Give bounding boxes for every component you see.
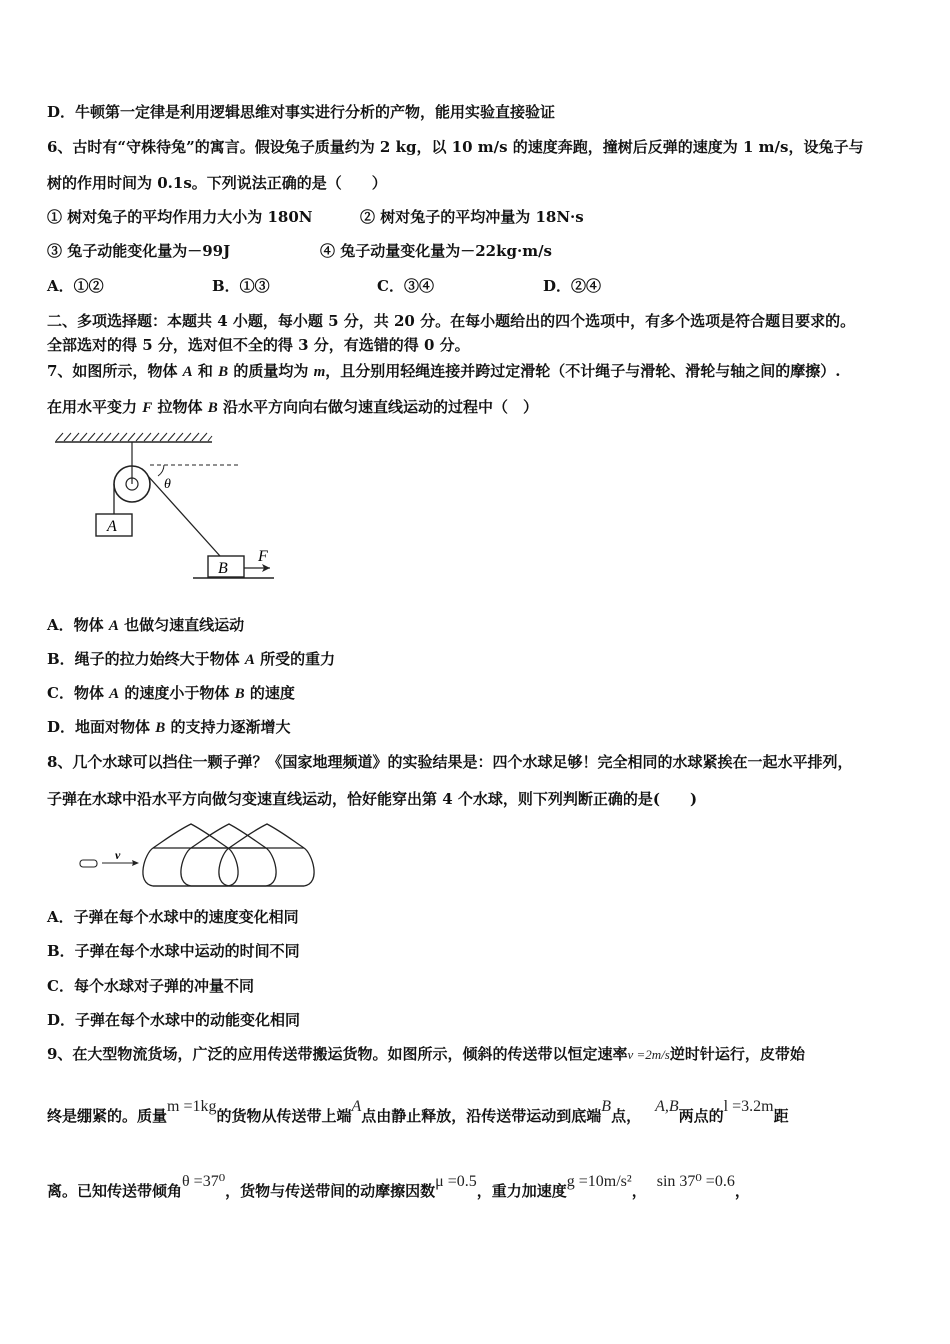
q9-l-expr: l =3.2m bbox=[723, 1098, 774, 1115]
q6-option-c: C．③④ bbox=[377, 277, 434, 295]
q6-stem-line2: 树的作用时间为 0.1s。下列说法正确的是（ ） bbox=[47, 174, 387, 192]
q6-option-d: D．②④ bbox=[543, 277, 602, 295]
q9-b-point: B bbox=[601, 1098, 612, 1115]
q9-stem-line1: 9、在大型物流货场，广泛的应用传送带搬运货物。如图所示，倾斜的传送带以恒定速率v =2m/s逆时针运行，皮带始 bbox=[47, 1045, 805, 1063]
q6-statement-2: ② 树对兔子的平均冲量为 18N·s bbox=[360, 208, 584, 226]
q6-stem-line1: 6、古时有“守株待兔”的寓言。假设兔子质量约为 2 kg，以 10 m/s 的速度奔跑，撞树后反弹的速度为 1 m/s，设兔子与 bbox=[47, 138, 864, 156]
section2-heading-line1: 二、多项选择题：本题共 4 小题，每小题 5 分，共 20 分。在每小题给出的四个选项中，有多个选项是符合题目要求的。 bbox=[47, 312, 856, 330]
q8-option-b: B．子弹在每个水球中运动的时间不同 bbox=[47, 942, 300, 960]
q7-stem-line2: 在用水平变力 F 拉物体 B 沿水平方向向右做匀速直线运动的过程中（ ） bbox=[47, 398, 538, 416]
q9-theta-expr: θ =37⁰ bbox=[182, 1173, 226, 1190]
q6-statement-4: ④ 兔子动量变化量为－22kg·m/s bbox=[320, 242, 552, 260]
q7-option-b: B．绳子的拉力始终大于物体 A 所受的重力 bbox=[47, 650, 336, 668]
q8-option-d: D．子弹在每个水球中的动能变化相同 bbox=[47, 1011, 301, 1029]
q9-stem-line3: 离。已知传送带倾角θ =37⁰，货物与传送带间的动摩擦因数μ =0.5，重力加速度g =10m/s²，sin 37⁰ =0.6， bbox=[47, 1173, 750, 1200]
q9-g-expr: g =10m/s² bbox=[566, 1173, 632, 1190]
q7-pulley-figure bbox=[50, 432, 280, 584]
q9-stem-line2: 终是绷紧的。质量m =1kg的货物从传送带上端A点由静止释放，沿传送带运动到底端B点，A,B两点的l =3.2m距 bbox=[47, 1098, 789, 1125]
section2-heading-line2: 全部选对的得 5 分，选对但不全的得 3 分，有选错的得 0 分。 bbox=[47, 336, 470, 354]
q9-m-expr: m =1kg bbox=[167, 1098, 217, 1115]
q8-stem-line2: 子弹在水球中沿水平方向做匀变速直线运动，恰好能穿出第 4 个水球，则下列判断正确的是( ) bbox=[47, 790, 698, 808]
q7-option-a: A．物体 A 也做匀速直线运动 bbox=[47, 616, 245, 634]
q8-stem-line1: 8、几个水球可以挡住一颗子弹？《国家地理频道》的实验结果是：四个水球足够！完全相同的水球紧挨在一起水平排列， bbox=[47, 753, 853, 771]
q8-bullet bbox=[80, 860, 97, 867]
q6-option-b: B．①③ bbox=[212, 277, 270, 295]
q8-label-v: v bbox=[115, 848, 121, 862]
q6-statement-1: ① 树对兔子的平均作用力大小为 180N bbox=[47, 208, 313, 226]
q8-water-balls-figure bbox=[75, 818, 325, 893]
q9-mu-expr: μ =0.5 bbox=[435, 1173, 477, 1190]
q6-option-a: A．①② bbox=[47, 277, 104, 295]
q5-option-d: D．牛顿第一定律是利用逻辑思维对事实进行分析的产物，能用实验直接验证 bbox=[47, 103, 556, 121]
q9-v-expr: v =2m/s bbox=[627, 1047, 670, 1062]
q6-statement-3: ③ 兔子动能变化量为－99J bbox=[47, 242, 231, 260]
q7-label-b: B bbox=[218, 560, 228, 577]
q7-label-a: A bbox=[107, 518, 117, 535]
q8-water-ball-2 bbox=[181, 824, 276, 886]
q7-stem-line1: 7、如图所示，物体 A 和 B 的质量均为 m，且分别用轻绳连接并跨过定滑轮（不计绳子与滑轮、滑轮与轴之间的摩擦）. bbox=[47, 362, 841, 380]
q7-option-d: D．地面对物体 B 的支持力逐渐增大 bbox=[47, 718, 291, 736]
q9-sin-expr: sin 37⁰ =0.6 bbox=[656, 1173, 735, 1190]
q8-option-a: A．子弹在每个水球中的速度变化相同 bbox=[47, 908, 299, 926]
q9-ab-points: A,B bbox=[655, 1098, 679, 1115]
q7-label-theta: θ bbox=[164, 477, 171, 492]
q7-label-f: F bbox=[258, 548, 268, 565]
q9-a-point: A bbox=[351, 1098, 362, 1115]
q7-option-c: C．物体 A 的速度小于物体 B 的速度 bbox=[47, 684, 295, 702]
q8-option-c: C．每个水球对子弹的冲量不同 bbox=[47, 977, 254, 995]
